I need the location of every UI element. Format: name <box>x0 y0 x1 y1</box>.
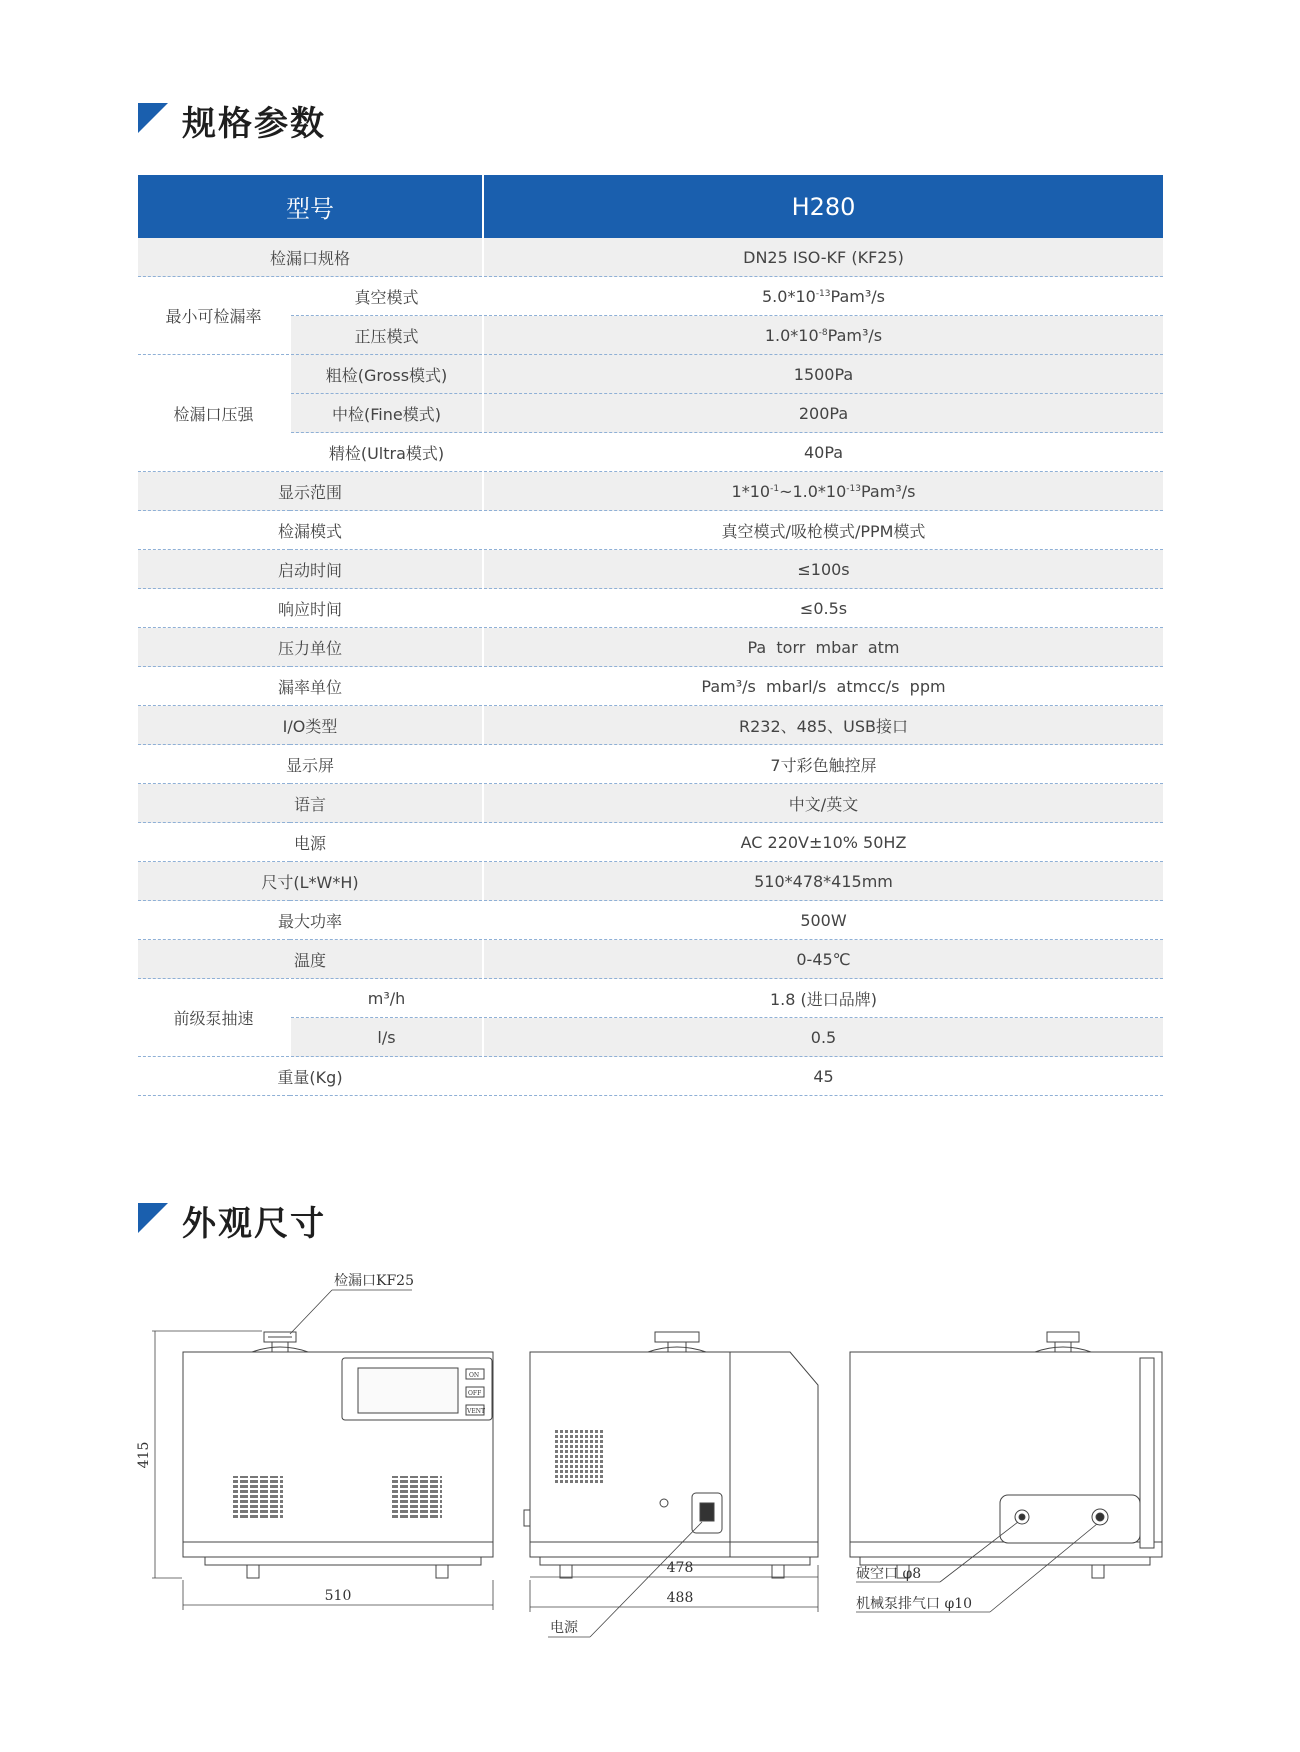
side-width-dim-b: 488 <box>666 1590 694 1606</box>
header-value: H280 <box>483 175 1163 238</box>
sub-label: m³/h <box>290 979 483 1018</box>
table-row <box>138 1018 1163 1057</box>
row-value: AC 220V±10% 50HZ <box>483 823 1163 862</box>
table-row <box>138 784 1163 823</box>
row-label: 显示屏 <box>138 745 483 784</box>
dim-title-text: 外观尺寸 <box>182 1203 326 1244</box>
table-row <box>138 1057 1163 1096</box>
front-width-dim: 510 <box>324 1588 352 1604</box>
table-row <box>138 277 1163 316</box>
front-screen <box>358 1368 458 1413</box>
table-row <box>138 472 1163 511</box>
row-label: 最大功率 <box>138 901 483 940</box>
row-label: I/O类型 <box>138 706 483 745</box>
row-value: $1.0*10^{-8}Pam^3/s$ <box>483 316 1163 355</box>
row-label: 响应时间 <box>138 589 483 628</box>
off-label: OFF <box>468 1390 482 1397</box>
sub-label: 粗检(Gross模式) <box>290 355 483 394</box>
row-value: 1.8 (进口品牌) <box>483 979 1163 1018</box>
row-value: Pa torr mbar atm <box>483 628 1163 667</box>
row-value: 40Pa <box>483 433 1163 472</box>
table-row <box>138 667 1163 706</box>
row-label: 漏率单位 <box>138 667 483 706</box>
row-value: DN25 ISO-KF (KF25) <box>483 238 1163 277</box>
row-label: 压力单位 <box>138 628 483 667</box>
table-row <box>138 940 1163 979</box>
exhaust-note: 机械泵排气口 φ10 <box>856 1596 973 1612</box>
row-value: 510*478*415mm <box>483 862 1163 901</box>
row-value: 45 <box>483 1057 1163 1096</box>
row-value: ≤0.5s <box>483 589 1163 628</box>
row-label: 尺寸(L*W*H) <box>138 862 483 901</box>
row-value: 真空模式/吸枪模式/PPM模式 <box>483 511 1163 550</box>
triangle-icon <box>138 103 168 133</box>
power-note: 电源 <box>550 1620 578 1636</box>
front-view <box>183 1332 493 1578</box>
table-row <box>138 901 1163 940</box>
height-dim: 415 <box>136 1441 152 1469</box>
row-label: 语言 <box>138 784 483 823</box>
sub-label: 精检(Ultra模式) <box>290 433 483 472</box>
dim-section-title <box>138 1200 326 1244</box>
row-label: 检漏模式 <box>138 511 483 550</box>
sub-label: l/s <box>290 1018 483 1057</box>
table-row <box>138 394 1163 433</box>
group-label: 最小可检漏率 <box>138 277 290 355</box>
table-row <box>138 511 1163 550</box>
spec-section-title <box>138 100 326 144</box>
vent-note: 破空口 φ8 <box>856 1566 922 1582</box>
on-label: ON <box>469 1372 480 1379</box>
spec-table <box>138 175 1163 1096</box>
table-row <box>138 355 1163 394</box>
group-label: 前级泵抽速 <box>138 979 290 1057</box>
triangle-icon <box>138 1203 168 1233</box>
table-row <box>138 628 1163 667</box>
table-row <box>138 550 1163 589</box>
row-value: 7寸彩色触控屏 <box>483 745 1163 784</box>
port-note: 检漏口KF25 <box>334 1273 414 1289</box>
header-label: 型号 <box>138 175 483 238</box>
row-value: 200Pa <box>483 394 1163 433</box>
sub-label: 正压模式 <box>290 316 483 355</box>
table-row <box>138 823 1163 862</box>
sub-label: 中检(Fine模式) <box>290 394 483 433</box>
table-row <box>138 979 1163 1018</box>
row-label: 重量(Kg) <box>138 1057 483 1096</box>
dimension-drawings <box>0 1250 1300 1670</box>
row-value: ≤100s <box>483 550 1163 589</box>
row-value: 0.5 <box>483 1018 1163 1057</box>
table-row <box>138 589 1163 628</box>
row-label: 检漏口规格 <box>138 238 483 277</box>
table-row <box>138 433 1163 472</box>
row-label: 启动时间 <box>138 550 483 589</box>
row-label: 显示范围 <box>138 472 483 511</box>
spec-title-text: 规格参数 <box>182 103 326 144</box>
row-value: 500W <box>483 901 1163 940</box>
table-row <box>138 862 1163 901</box>
table-row <box>138 316 1163 355</box>
row-value: R232、485、USB接口 <box>483 706 1163 745</box>
side-width-dim-a: 478 <box>666 1560 694 1576</box>
row-label: 温度 <box>138 940 483 979</box>
table-header-row <box>138 175 1163 238</box>
row-label: 电源 <box>138 823 483 862</box>
row-value: Pam³/s mbarl/s atmcc/s ppm <box>483 667 1163 706</box>
row-value: $5.0*10^{-13}Pam^3/s$ <box>483 277 1163 316</box>
sub-label: 真空模式 <box>290 277 483 316</box>
table-row <box>138 706 1163 745</box>
table-row <box>138 745 1163 784</box>
table-row <box>138 238 1163 277</box>
row-value: 0-45℃ <box>483 940 1163 979</box>
row-value: $1*10^{-1}\sim 1.0*10^{-13}Pam^3/s$ <box>483 472 1163 511</box>
row-value: 1500Pa <box>483 355 1163 394</box>
vent-label: VENT <box>467 1408 485 1415</box>
row-value: 中文/英文 <box>483 784 1163 823</box>
group-label: 检漏口压强 <box>138 355 290 472</box>
